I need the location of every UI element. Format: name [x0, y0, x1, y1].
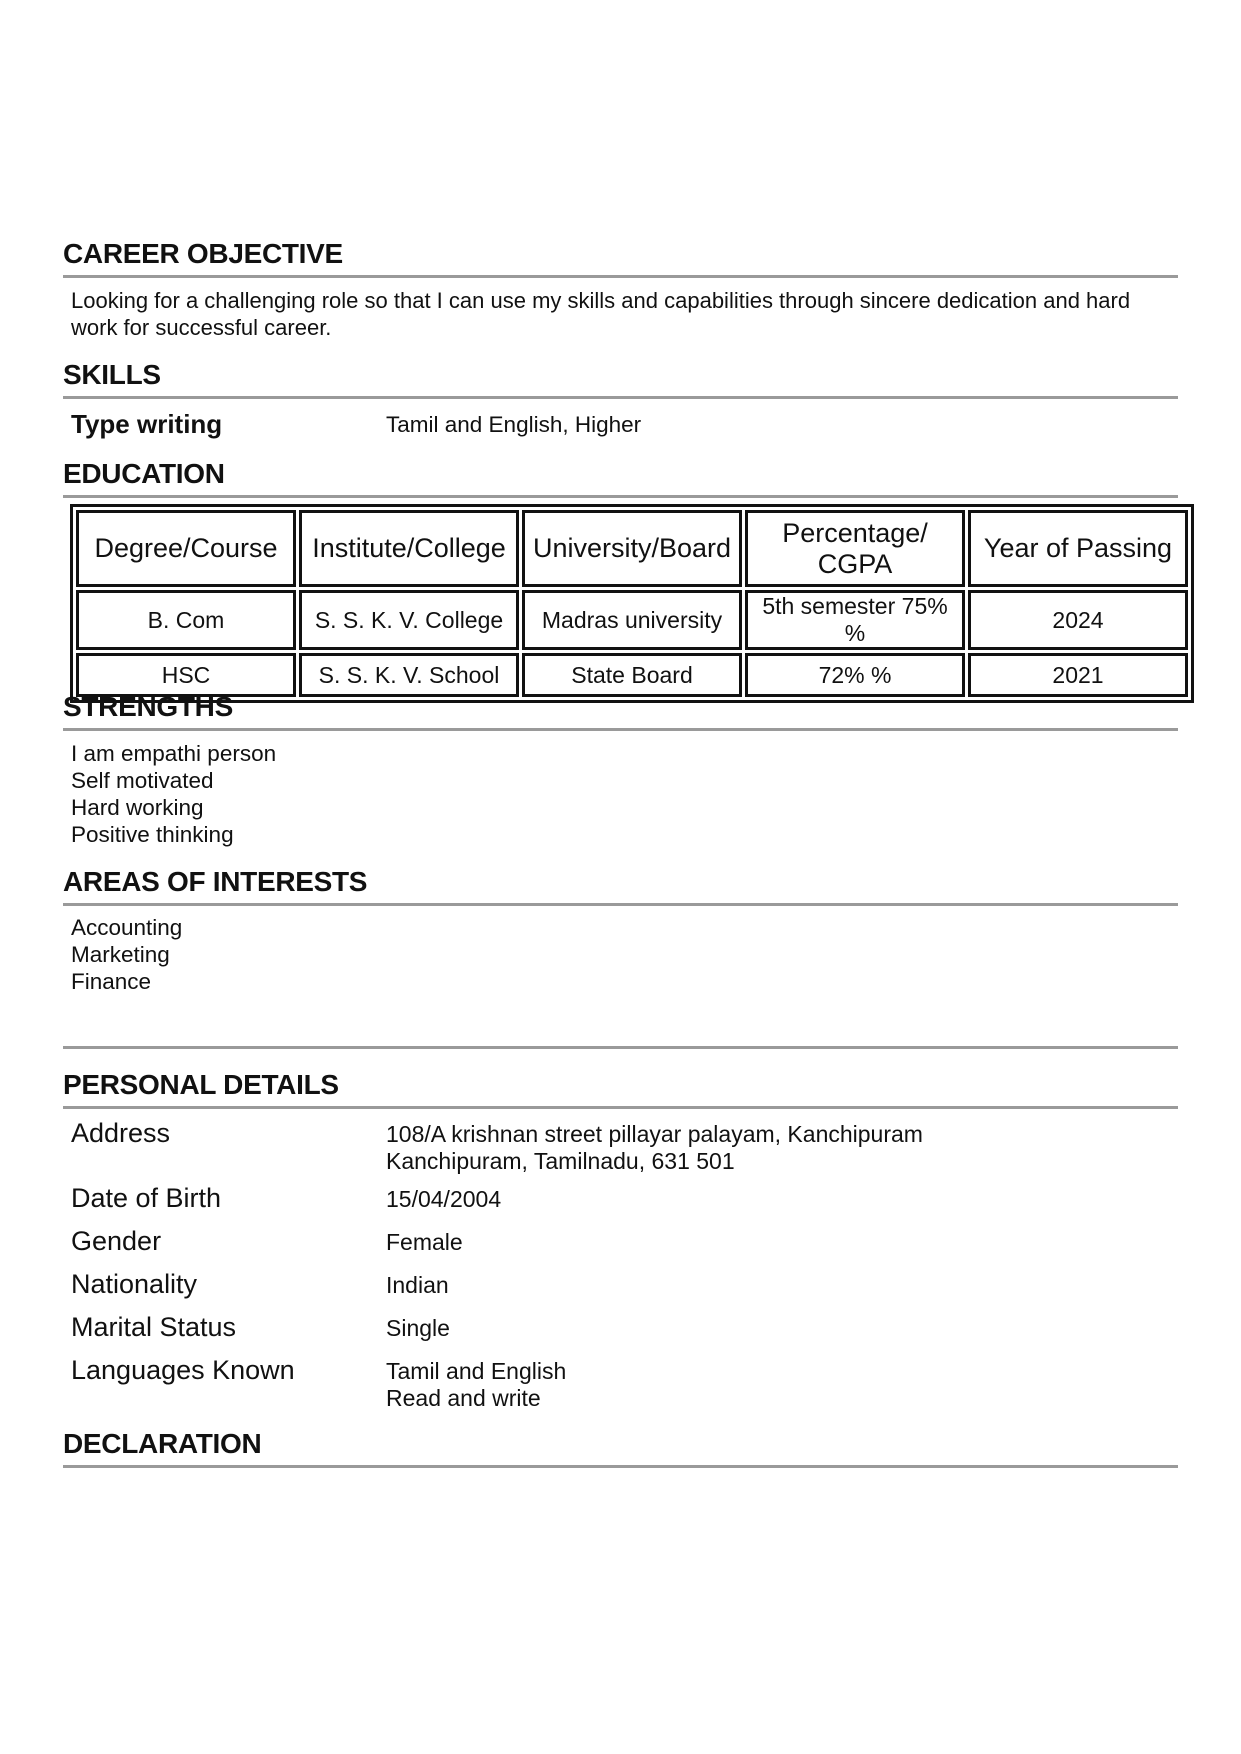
list-item: Marketing — [71, 942, 170, 967]
table-row — [76, 590, 1188, 650]
skill-value: Tamil and English, Higher — [386, 412, 642, 437]
cell-percentage: 72% % — [745, 653, 965, 697]
interests-list — [71, 914, 182, 995]
col-header-degree: Degree/Course — [76, 510, 296, 587]
interests-heading: AREAS OF INTERESTS — [63, 865, 1178, 906]
dob-label: Date of Birth — [71, 1183, 222, 1213]
address-label: Address — [71, 1118, 171, 1148]
personal-details-heading: PERSONAL DETAILS — [63, 1068, 1178, 1109]
list-item: Finance — [71, 969, 152, 994]
education-heading: EDUCATION — [63, 457, 1178, 498]
marital-status-label: Marital Status — [71, 1312, 237, 1342]
career-objective-text: Looking for a challenging role so that I can use my skills and capabilities through sincere dedication and hard work for successful career. — [71, 288, 1131, 340]
address-line-2: Kanchipuram, Tamilnadu, 631 501 — [386, 1148, 735, 1174]
languages-line-2: Read and write — [386, 1385, 541, 1411]
col-header-university: University/Board — [522, 510, 742, 587]
career-objective-heading: CAREER OBJECTIVE — [63, 237, 1178, 278]
cell-institute: S. S. K. V. College — [299, 590, 519, 650]
gender-label: Gender — [71, 1226, 162, 1256]
skill-label: Type writing — [71, 409, 223, 439]
strengths-heading: STRENGTHS — [63, 690, 1178, 731]
cell-degree: HSC — [76, 653, 296, 697]
languages-label: Languages Known — [71, 1355, 295, 1385]
gender-value: Female — [386, 1229, 463, 1255]
list-item: Hard working — [71, 795, 204, 820]
cell-university: State Board — [522, 653, 742, 697]
list-item: Accounting — [71, 915, 183, 940]
cell-year: 2024 — [968, 590, 1188, 650]
education-header-row — [76, 510, 1188, 587]
education-table — [70, 504, 1194, 703]
languages-line-1: Tamil and English — [386, 1358, 567, 1384]
dob-value: 15/04/2004 — [386, 1186, 502, 1212]
col-header-percentage: Percentage/ CGPA — [745, 510, 965, 587]
list-item: I am empathi person — [71, 741, 277, 766]
col-header-year: Year of Passing — [968, 510, 1188, 587]
cell-institute: S. S. K. V. School — [299, 653, 519, 697]
cell-percentage: 5th semester 75% % — [745, 590, 965, 650]
declaration-heading: DECLARATION — [63, 1427, 1178, 1468]
list-item: Self motivated — [71, 768, 214, 793]
list-item: Positive thinking — [71, 822, 234, 847]
marital-status-value: Single — [386, 1315, 450, 1341]
cell-university: Madras university — [522, 590, 742, 650]
nationality-label: Nationality — [71, 1269, 198, 1299]
strengths-list — [71, 740, 276, 848]
nationality-value: Indian — [386, 1272, 449, 1298]
address-line-1: 108/A krishnan street pillayar palayam, Kanchipuram — [386, 1121, 923, 1147]
cell-year: 2021 — [968, 653, 1188, 697]
skills-heading: SKILLS — [63, 358, 1178, 399]
col-header-institute: Institute/College — [299, 510, 519, 587]
section-divider — [63, 1046, 1178, 1049]
cell-degree: B. Com — [76, 590, 296, 650]
